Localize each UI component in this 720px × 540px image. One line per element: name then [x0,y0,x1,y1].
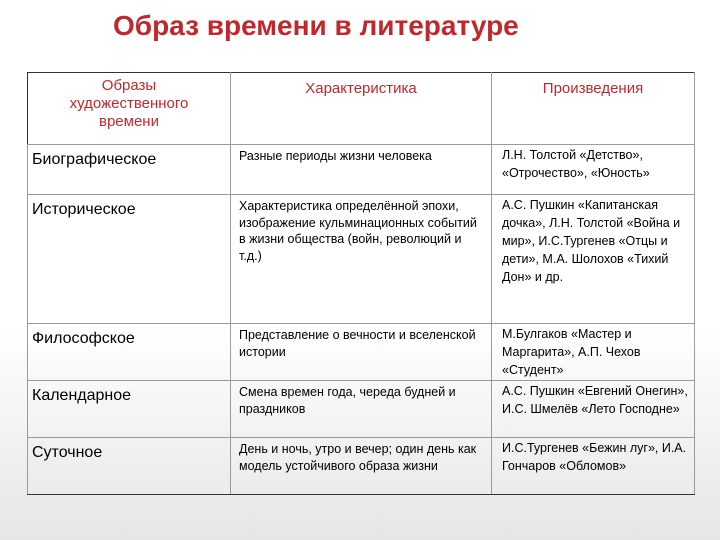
table-header-row [28,73,695,145]
table-row [28,324,695,381]
row-type: Суточное [28,438,231,495]
literature-time-table [27,72,695,495]
row-type: Календарное [28,381,231,438]
table-row [28,381,695,438]
table-row [28,195,695,324]
table-row [28,145,695,195]
row-works: И.С.Тургенев «Бежин луг», И.А. Гончаров «Обломов» [492,438,695,495]
row-type: Философское [28,324,231,381]
row-works: М.Булгаков «Мастер и Маргарита», А.П. Чехов «Студент» [492,324,695,381]
row-description: Смена времен года, череда будней и праздников [231,381,492,438]
row-works: Л.Н. Толстой «Детство», «Отрочество», «Юность» [492,145,695,195]
row-description: День и ночь, утро и вечер; один день как модель устойчивого образа жизни [231,438,492,495]
header-time-images: Образы художественного времени [28,73,231,145]
row-works: А.С. Пушкин «Евгений Онегин», И.С. Шмелёв «Лето Господне» [492,381,695,438]
row-description: Представление о вечности и вселенской истории [231,324,492,381]
table-row [28,438,695,495]
row-type: Историческое [28,195,231,324]
header-characteristic: Характеристика [231,73,492,145]
page-title: Образ времени в литературе [113,10,519,41]
row-description: Характеристика определённой эпохи, изображение кульминационных событий в жизни общества (войн, революций и т.д.) [231,195,492,324]
row-type: Биографическое [28,145,231,195]
row-works: А.С. Пушкин «Капитанская дочка», Л.Н. Толстой «Война и мир», И.С.Тургенев «Отцы и дети», М.А. Шолохов «Тихий Дон» и др. [492,195,695,324]
header-works: Произведения [492,73,695,145]
row-description: Разные периоды жизни человека [231,145,492,195]
